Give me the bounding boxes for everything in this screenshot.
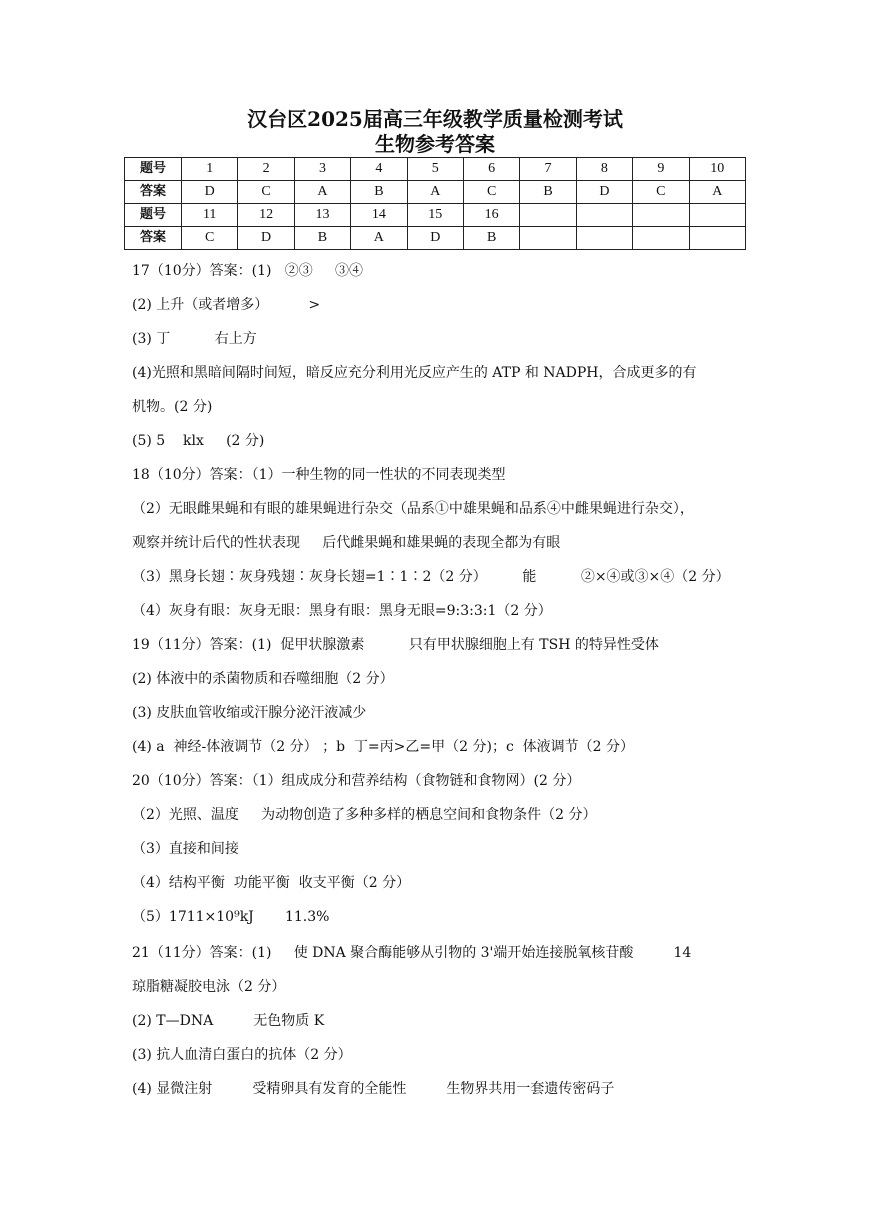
table-cell: 6 xyxy=(463,158,519,181)
answer-line: （2）光照、温度 为动物创造了多种多样的栖息空间和食物条件（2 分） xyxy=(132,807,597,823)
table-cell: D xyxy=(182,181,238,204)
answer-line: (4) a 神经-体液调节（2 分） ；b 丁=丙>乙=甲（2 分)；c 体液调节（2 分） xyxy=(132,739,635,755)
answer-line: （4）灰身有眼：灰身无眼：黑身有眼：黑身无眼=9:3:3:1（2 分） xyxy=(132,603,552,619)
answer-line: 琼脂糖凝胶电泳（2 分） xyxy=(132,979,286,995)
table-cell xyxy=(633,204,689,227)
answer-line: 20（10分）答案：（1）组成成分和营养结构（食物链和食物网）(2 分） xyxy=(132,773,581,789)
table-cell: D xyxy=(576,181,632,204)
table-cell: 10 xyxy=(689,158,745,181)
table-cell: A xyxy=(689,181,745,204)
table-cell: 2 xyxy=(238,158,294,181)
answer-line: (3) 抗人血清白蛋白的抗体（2 分） xyxy=(132,1047,352,1063)
table-cell: A xyxy=(407,181,463,204)
answer-line: (4) 显微注射 受精卵具有发育的全能性 生物界共用一套遗传密码子 xyxy=(132,1081,615,1097)
table-row xyxy=(125,181,746,204)
answer-line: (5) 5 klx (2 分) xyxy=(132,433,265,449)
table-cell: 12 xyxy=(238,204,294,227)
table-cell: 13 xyxy=(294,204,350,227)
answer-line: （3）直接和间接 xyxy=(132,841,239,857)
answer-line: (3) 皮肤血管收缩或汗腺分泌汗液减少 xyxy=(132,705,367,721)
answer-line: (4)光照和黑暗间隔时间短，暗反应充分利用光反应产生的 ATP 和 NADPH，合成更多的有 xyxy=(132,365,697,381)
answer-line: (3) 丁 右上方 xyxy=(132,331,257,347)
table-cell: B xyxy=(463,227,519,250)
answer-line: (2) 体液中的杀菌物质和吞噬细胞（2 分） xyxy=(132,671,394,687)
table-cell xyxy=(689,227,745,250)
table-cell: 1 xyxy=(182,158,238,181)
table-cell: A xyxy=(294,181,350,204)
table-cell: 7 xyxy=(520,158,576,181)
answer-line: (2) 上升（或者增多） > xyxy=(132,297,321,313)
table-cell: D xyxy=(238,227,294,250)
row-label-question: 题号 xyxy=(125,158,182,181)
exam-title: 汉台区2025届高三年级教学质量检测考试 xyxy=(247,107,623,131)
answer-line: （2）无眼雌果蝇和有眼的雄果蝇进行杂交（品系①中雄果蝇和品系④中雌果蝇进行杂交）， xyxy=(132,501,694,517)
table-row xyxy=(125,204,746,227)
answer-line: （5）1711×10⁹kJ 11.3% xyxy=(132,909,330,925)
answer-line: 17（10分）答案：(1) ②③ ③④ xyxy=(132,263,364,279)
table-cell: 5 xyxy=(407,158,463,181)
answer-line: (2) T—DNA 无色物质 K xyxy=(132,1013,325,1029)
table-cell: B xyxy=(294,227,350,250)
table-row xyxy=(125,158,746,181)
table-cell: 16 xyxy=(463,204,519,227)
answer-line: （3）黑身长翅∶灰身残翅∶灰身长翅=1∶1∶2（2 分） 能 ②×④或③×④（2 分） xyxy=(132,569,730,585)
table-row xyxy=(125,227,746,250)
table-cell: D xyxy=(407,227,463,250)
table-cell: 14 xyxy=(351,204,407,227)
table-cell xyxy=(520,204,576,227)
table-cell: B xyxy=(351,181,407,204)
answer-line: 观察并统计后代的性状表现 后代雌果蝇和雄果蝇的表现全都为有眼 xyxy=(132,535,561,551)
table-cell xyxy=(633,227,689,250)
table-cell: 15 xyxy=(407,204,463,227)
table-cell: C xyxy=(238,181,294,204)
table-cell xyxy=(576,227,632,250)
table-cell xyxy=(520,227,576,250)
answer-table xyxy=(124,157,746,250)
answer-line: 19（11分）答案：(1) 促甲状腺激素 只有甲状腺细胞上有 TSH 的特异性受体 xyxy=(132,637,659,653)
table-cell: B xyxy=(520,181,576,204)
table-cell xyxy=(689,204,745,227)
table-cell: 11 xyxy=(182,204,238,227)
table-cell: 4 xyxy=(351,158,407,181)
table-cell: 3 xyxy=(294,158,350,181)
row-label-answer: 答案 xyxy=(125,227,182,250)
table-cell: C xyxy=(633,181,689,204)
answer-line: 18（10分）答案：（1）一种生物的同一性状的不同表现类型 xyxy=(132,467,506,483)
table-cell: C xyxy=(182,227,238,250)
table-cell: 8 xyxy=(576,158,632,181)
answer-line: 21（11分）答案：(1) 使 DNA 聚合酶能够从引物的 3'端开始连接脱氧核苷酸 14 xyxy=(132,945,692,961)
answer-line: （4）结构平衡 功能平衡 收支平衡（2 分） xyxy=(132,875,411,891)
answer-line: 机物。(2 分) xyxy=(132,399,213,415)
table-cell: C xyxy=(463,181,519,204)
table-cell xyxy=(576,204,632,227)
table-cell: 9 xyxy=(633,158,689,181)
exam-subtitle: 生物参考答案 xyxy=(375,132,495,156)
row-label-question: 题号 xyxy=(125,204,182,227)
table-cell: A xyxy=(351,227,407,250)
row-label-answer: 答案 xyxy=(125,181,182,204)
